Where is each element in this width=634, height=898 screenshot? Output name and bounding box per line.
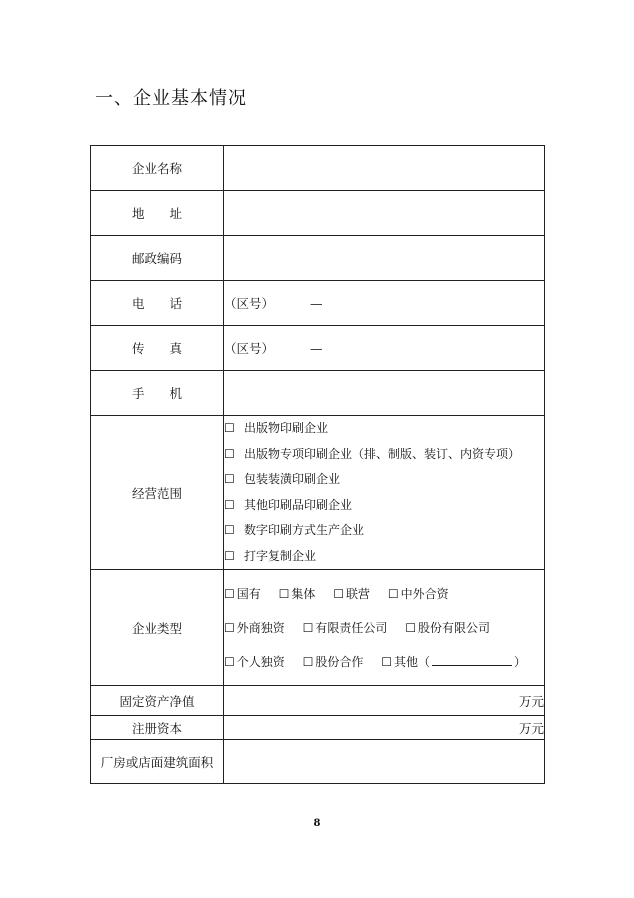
type-option-label: 国有 [236, 586, 261, 601]
checkbox-icon[interactable]: ☐ [405, 620, 416, 635]
phone-field[interactable] [224, 281, 545, 326]
type-option-label: 中外合资 [400, 586, 449, 601]
checkbox-icon[interactable]: ☐ [302, 654, 314, 669]
checkbox-icon[interactable]: ☐ [224, 421, 235, 435]
registered-capital-unit: 万元 [518, 720, 544, 736]
row-fax [91, 326, 545, 371]
fixed-assets-field[interactable] [224, 686, 545, 716]
type-option[interactable] [333, 577, 370, 611]
fax-label: 传 真 [91, 326, 224, 371]
scope-option[interactable] [224, 442, 544, 468]
type-options-line [224, 577, 544, 611]
type-option-label: 其他（ [393, 654, 430, 669]
registered-capital-label: 注册资本 [91, 716, 224, 740]
enterprise-name-label: 企业名称 [91, 146, 224, 191]
page-number: 8 [313, 818, 321, 829]
scope-option[interactable] [224, 518, 544, 544]
row-building-area [91, 740, 545, 784]
mobile-label: 手 机 [91, 371, 224, 416]
checkbox-icon[interactable]: ☐ [333, 586, 344, 601]
type-option[interactable] [405, 611, 490, 645]
row-enterprise-type [91, 570, 545, 686]
checkbox-icon[interactable]: ☐ [381, 654, 392, 669]
type-option[interactable] [303, 645, 364, 679]
business-scope-label: 经营范围 [91, 416, 224, 570]
type-option-label: 联营 [345, 586, 370, 601]
page-title: 一、企业基本情况 [95, 88, 247, 109]
fax-field[interactable] [224, 326, 545, 371]
fixed-assets-label: 固定资产净值 [91, 686, 224, 716]
row-enterprise-name [91, 146, 545, 191]
business-scope-options [224, 416, 545, 570]
type-option-label: 有限责任公司 [315, 620, 388, 635]
phone-area-code-label: （区号） [224, 296, 275, 311]
mobile-field[interactable] [224, 371, 545, 416]
type-options-line [224, 645, 544, 679]
enterprise-info-table [90, 145, 545, 784]
checkbox-icon[interactable]: ☐ [224, 620, 235, 635]
checkbox-icon[interactable]: ☐ [387, 586, 399, 601]
postcode-label: 邮政编码 [91, 236, 224, 281]
scope-option-label: 数字印刷方式生产企业 [244, 523, 365, 537]
other-type-blank[interactable] [432, 653, 512, 666]
scope-option-label: 包装装潢印刷企业 [244, 472, 341, 486]
type-option[interactable] [224, 577, 261, 611]
row-fixed-assets [91, 686, 545, 716]
type-options-line [224, 611, 544, 645]
row-address [91, 191, 545, 236]
checkbox-icon[interactable]: ☐ [224, 523, 235, 537]
address-field[interactable] [224, 191, 545, 236]
checkbox-icon[interactable]: ☐ [224, 548, 235, 563]
type-option-label: 外商独资 [236, 620, 285, 635]
enterprise-name-field[interactable] [224, 146, 545, 191]
fixed-assets-unit: 万元 [518, 693, 544, 709]
scope-option-label: 其他印刷品印刷企业 [244, 497, 353, 512]
type-option-label: 股份合作 [315, 654, 364, 669]
scope-option-label: 出版物印刷企业 [244, 421, 329, 435]
postcode-field[interactable] [224, 236, 545, 281]
type-option[interactable] [224, 611, 285, 645]
row-mobile [91, 371, 545, 416]
scope-option[interactable] [224, 493, 544, 519]
phone-dash: — [310, 296, 323, 311]
fax-area-code-label: （区号） [224, 341, 275, 356]
checkbox-icon[interactable]: ☐ [224, 446, 235, 461]
checkbox-icon[interactable]: ☐ [278, 586, 290, 601]
enterprise-type-options [224, 570, 545, 686]
type-option-other[interactable] [381, 645, 526, 679]
type-option-label: 个人独资 [236, 654, 285, 669]
type-option[interactable] [224, 645, 285, 679]
type-option[interactable] [303, 611, 388, 645]
scope-option[interactable] [224, 416, 544, 442]
type-option-label: 集体 [291, 586, 316, 601]
row-registered-capital [91, 716, 545, 740]
scope-option-label: 出版物专项印刷企业（排、制版、装订、内资专项） [244, 446, 521, 461]
building-area-field[interactable] [224, 740, 545, 784]
type-option-label: 股份有限公司 [417, 620, 490, 635]
checkbox-icon[interactable]: ☐ [224, 472, 235, 486]
registered-capital-field[interactable] [224, 716, 545, 740]
other-close-paren: ） [514, 654, 527, 669]
scope-option[interactable] [224, 467, 544, 493]
row-business-scope [91, 416, 545, 570]
type-option[interactable] [388, 577, 449, 611]
fax-dash: — [310, 341, 323, 356]
address-label: 地 址 [91, 191, 224, 236]
checkbox-icon[interactable]: ☐ [224, 586, 235, 601]
phone-label: 电 话 [91, 281, 224, 326]
scope-option[interactable] [224, 544, 544, 570]
checkbox-icon[interactable]: ☐ [224, 654, 235, 669]
row-phone [91, 281, 545, 326]
scope-option-label: 打字复制企业 [244, 548, 317, 563]
enterprise-type-label: 企业类型 [91, 570, 224, 686]
building-area-label: 厂房或店面建筑面积 [91, 740, 224, 784]
checkbox-icon[interactable]: ☐ [302, 620, 314, 635]
row-postcode [91, 236, 545, 281]
type-option[interactable] [279, 577, 316, 611]
checkbox-icon[interactable]: ☐ [224, 497, 235, 512]
